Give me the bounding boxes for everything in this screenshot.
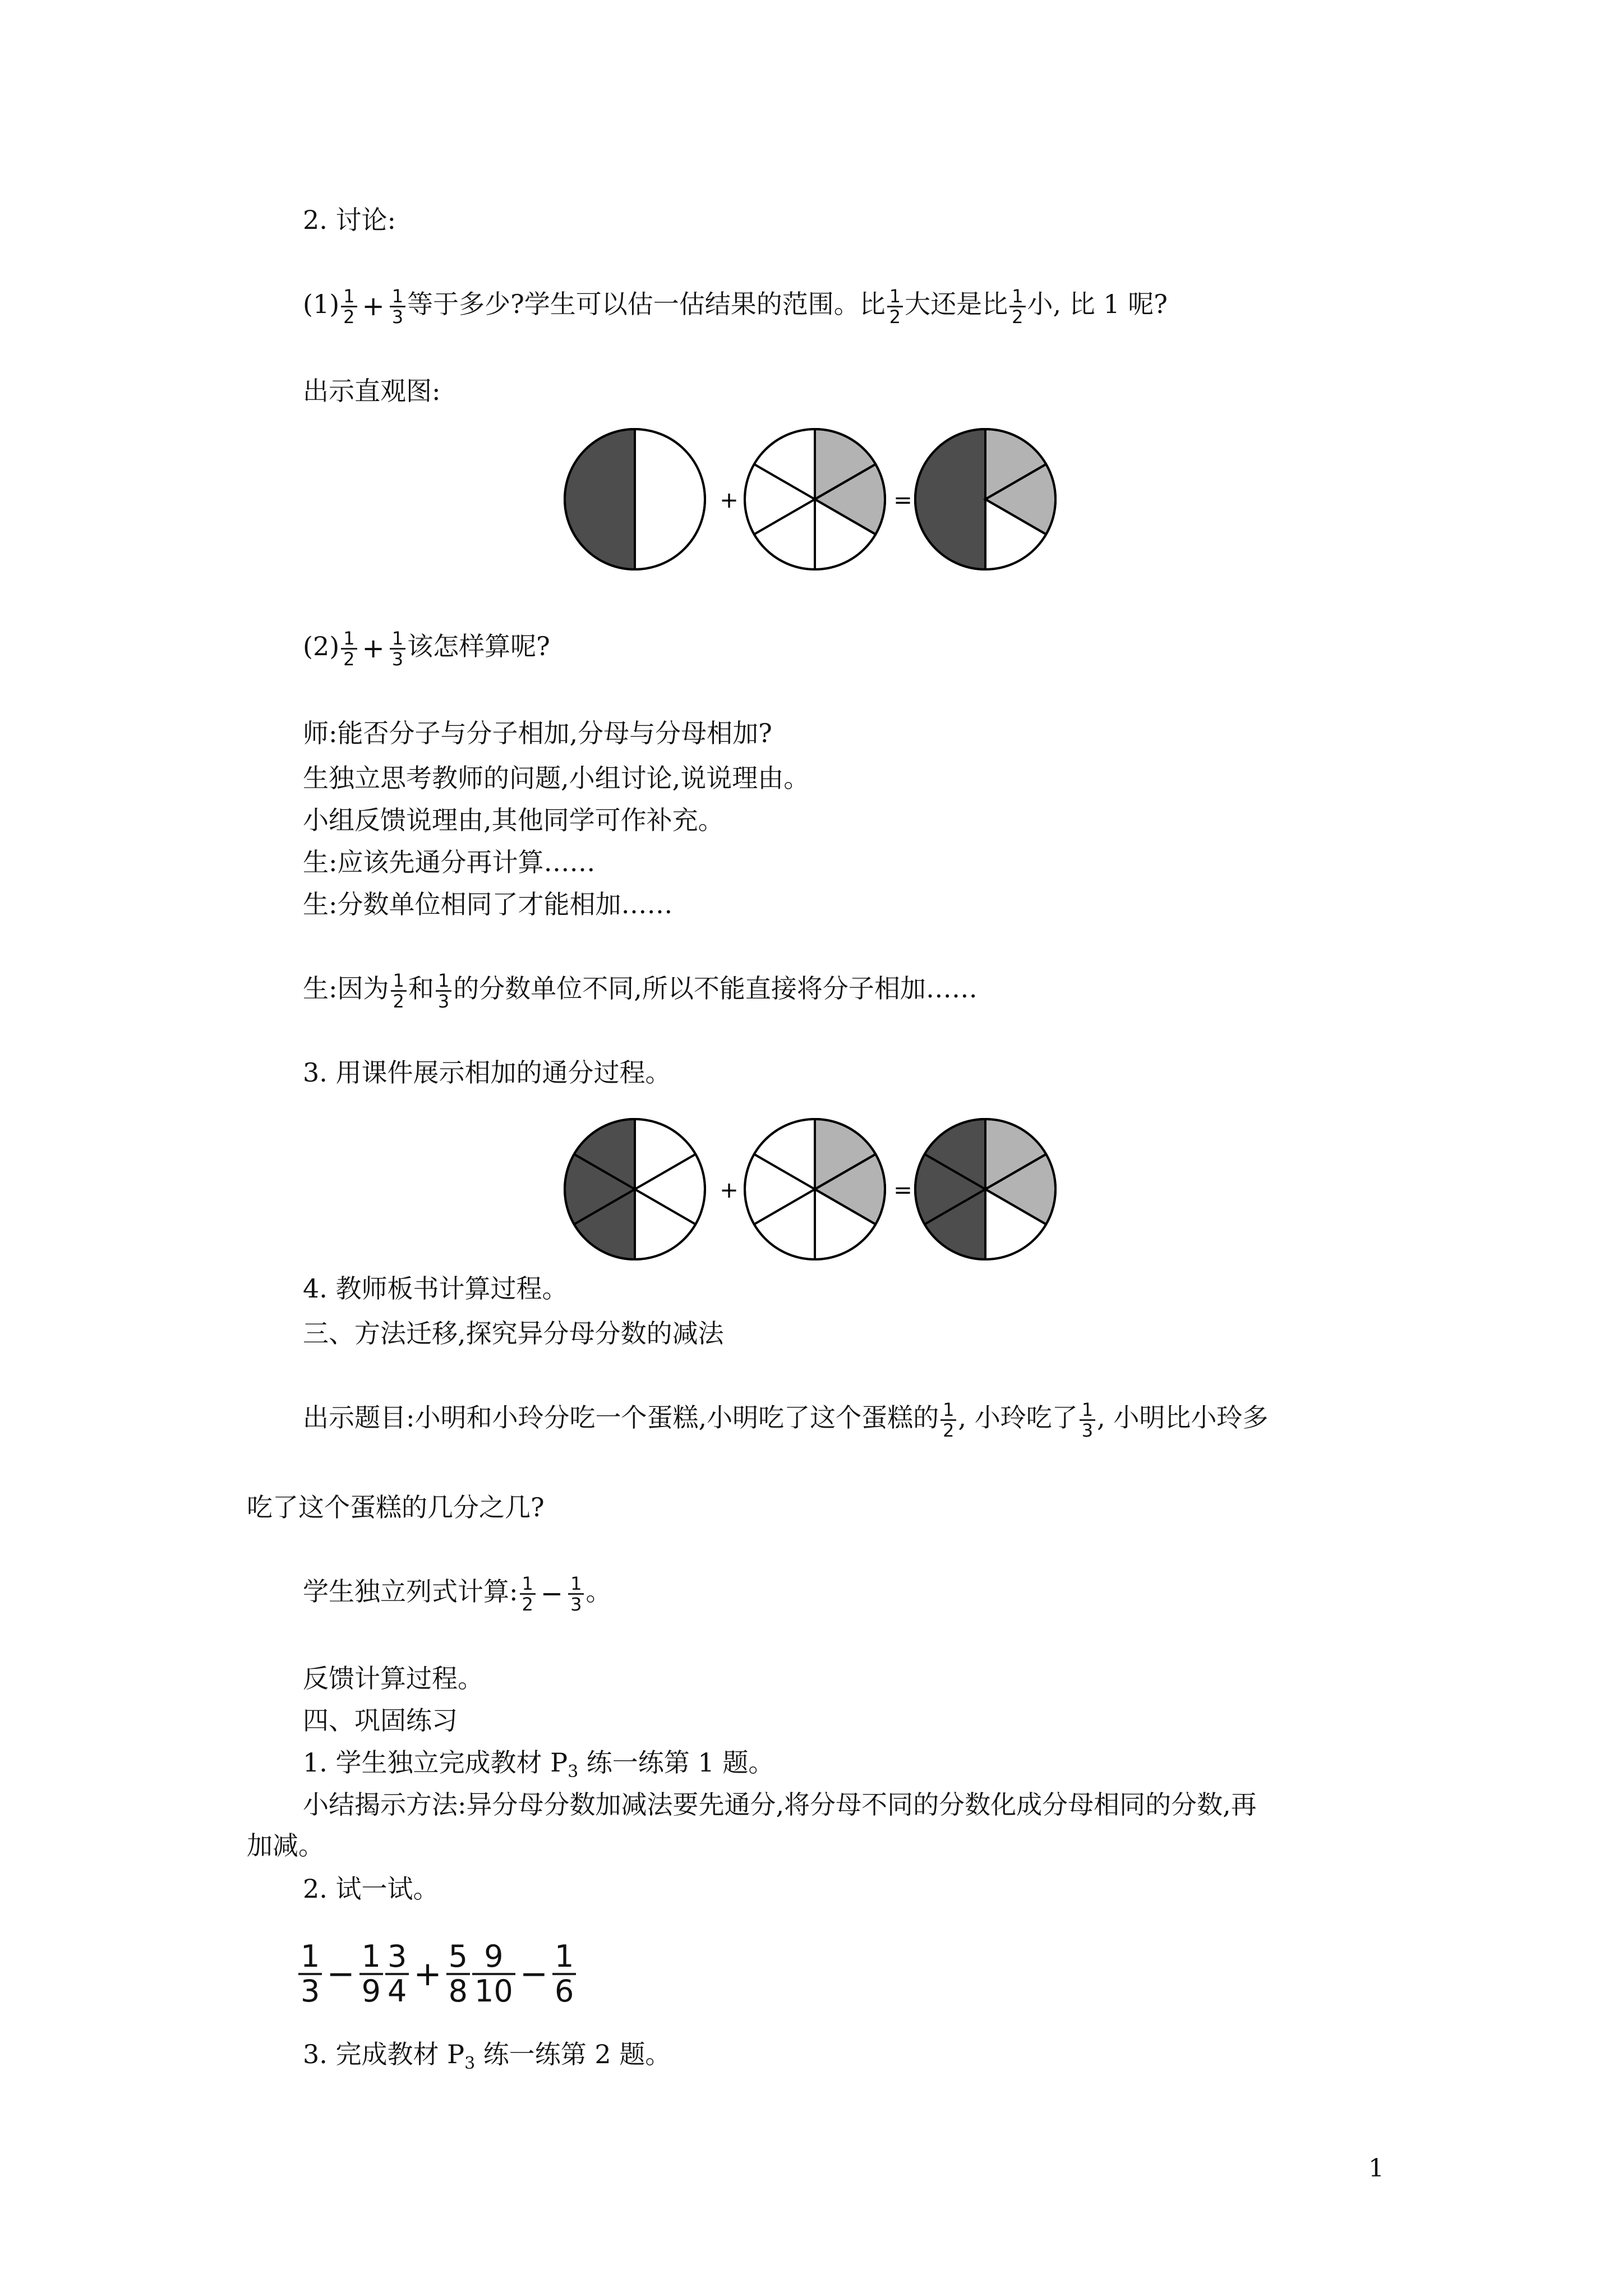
show-diagram-text: 出示直观图: <box>303 376 441 406</box>
fraction-expr-4: $\frac{5}{8}$ <box>446 1940 470 2008</box>
page-subscript: 3 <box>568 1762 579 1782</box>
plus-sign: + <box>720 1177 739 1203</box>
question-2-label: (2) <box>303 631 340 661</box>
minus-sign: − <box>519 1954 548 1994</box>
question-1-text: 小, 比 1 呢? <box>1027 289 1168 319</box>
fraction-third: $\frac{1}{3}$ <box>390 629 405 669</box>
equals-sign: = <box>893 1177 912 1203</box>
fraction-half: $\frac{1}{2}$ <box>887 287 903 326</box>
section-three-heading: 三、方法迁移,探究异分母分数的减法 <box>303 1318 724 1349</box>
circle-half-shaded <box>565 429 705 569</box>
heading-discussion: 2. 讨论: <box>303 205 396 235</box>
plus-sign: + <box>413 1954 442 1994</box>
feedback-process: 反馈计算过程。 <box>303 1663 483 1694</box>
fraction-expr-5: $\frac{9}{10}$ <box>472 1940 515 2008</box>
student-answer-1: 生:应该先通分再计算…… <box>303 847 596 877</box>
student-think: 生独立思考教师的问题,小组讨论,说说理由。 <box>303 763 810 793</box>
problem-text: 出示题目:小明和小玲分吃一个蛋糕,小明吃了这个蛋糕的 <box>303 1402 939 1433</box>
fraction-half: $\frac{1}{2}$ <box>341 629 357 669</box>
student-answer-2: 生:分数单位相同了才能相加…… <box>303 889 673 919</box>
practice-expression <box>297 1932 577 2013</box>
fraction-half: $\frac{1}{2}$ <box>940 1400 956 1440</box>
student-expression <box>303 1573 611 1614</box>
fraction-half: $\frac{1}{2}$ <box>391 971 407 1011</box>
problem-text: , 小明比小玲多 <box>1097 1402 1269 1433</box>
question-1-text: 等于多少?学生可以估一估结果的范围。比 <box>407 289 886 319</box>
student-answer-3-text: 和 <box>408 973 434 1004</box>
fraction-third: $\frac{1}{3}$ <box>1080 1400 1095 1440</box>
fraction-diagram-1 <box>561 424 1066 575</box>
plus-sign: + <box>720 487 739 513</box>
exercise-3-text: 3. 完成教材 P <box>303 2039 465 2069</box>
question-1-text: 大还是比 <box>905 289 1008 319</box>
exercise-3-text: 练一练第 2 题。 <box>475 2039 671 2069</box>
section-four-heading: 四、巩固练习 <box>303 1705 458 1736</box>
page-subscript: 3 <box>464 2054 476 2073</box>
courseware-step: 3. 用课件展示相加的通分过程。 <box>303 1057 671 1088</box>
question-1-label: (1) <box>303 289 340 319</box>
fraction-third: $\frac{1}{3}$ <box>390 287 405 326</box>
plus-sign: + <box>362 633 385 664</box>
fraction-expr-1: $\frac{1}{3}$ <box>298 1940 322 2008</box>
exercise-1 <box>303 1745 774 1790</box>
student-answer-3-text: 生:因为 <box>303 973 389 1004</box>
fraction-diagram-2 <box>561 1114 1066 1265</box>
fraction-half: $\frac{1}{2}$ <box>520 1574 536 1614</box>
circle-sixths-two-shaded <box>745 429 885 569</box>
question-2 <box>303 628 550 669</box>
problem-statement <box>303 1400 1268 1440</box>
circle-result-sixths <box>915 1119 1055 1259</box>
minus-sign: − <box>540 1578 564 1609</box>
equals-sign: = <box>893 487 912 513</box>
exercise-1-text: 练一练第 1 题。 <box>578 1747 774 1778</box>
circle-result <box>915 429 1055 569</box>
fraction-half: $\frac{1}{2}$ <box>1009 287 1025 326</box>
plus-sign: + <box>362 291 385 322</box>
try-it: 2. 试一试。 <box>303 1874 439 1904</box>
teacher-question: 师:能否分子与分子相加,分母与分母相加? <box>303 718 772 748</box>
student-expression-text: 。 <box>585 1576 612 1607</box>
fraction-expr-3: $\frac{3}{4}$ <box>385 1940 409 2008</box>
problem-statement-cont: 吃了这个蛋糕的几分之几? <box>247 1492 545 1522</box>
fraction-expr-6: $\frac{1}{6}$ <box>552 1940 576 2008</box>
student-answer-3 <box>303 970 978 1011</box>
minus-sign: − <box>326 1954 355 1994</box>
student-answer-3-text: 的分数单位不同,所以不能直接将分子相加…… <box>453 973 978 1004</box>
page-number: 1 <box>1368 2154 1384 2183</box>
problem-text: , 小玲吃了 <box>958 1402 1078 1433</box>
board-writing: 4. 教师板书计算过程。 <box>303 1273 568 1304</box>
exercise-1-text: 1. 学生独立完成教材 P <box>303 1747 568 1778</box>
summary-method-cont: 加减。 <box>247 1830 324 1861</box>
student-expression-text: 学生独立列式计算: <box>303 1576 518 1607</box>
circle-three-sixths-shaded <box>565 1119 705 1259</box>
question-2-text: 该怎样算呢? <box>407 631 550 661</box>
fraction-half: $\frac{1}{2}$ <box>341 287 357 326</box>
group-feedback: 小组反馈说理由,其他同学可作补充。 <box>303 805 724 835</box>
fraction-expr-2: $\frac{1}{9}$ <box>359 1940 383 2008</box>
fraction-third: $\frac{1}{3}$ <box>568 1574 584 1614</box>
exercise-3 <box>303 2036 671 2082</box>
circle-sixths-two-shaded <box>745 1119 885 1259</box>
summary-method: 小结揭示方法:异分母分数加减法要先通分,将分母不同的分数化成分母相同的分数,再 <box>303 1789 1257 1820</box>
fraction-third: $\frac{1}{3}$ <box>436 971 451 1011</box>
question-1 <box>303 286 1168 326</box>
